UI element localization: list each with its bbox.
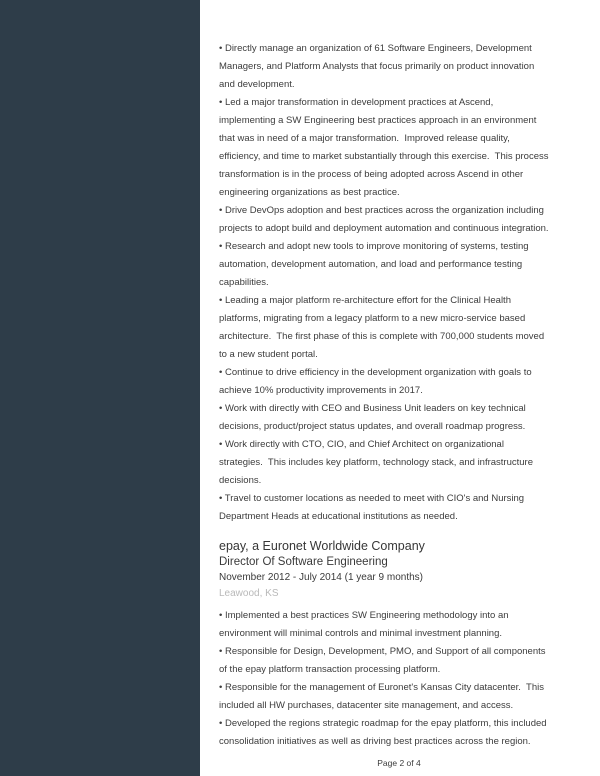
sidebar-band (0, 0, 200, 776)
text-line: included all HW purchases, datacenter site management, and access. (219, 700, 514, 711)
epay-role-header (219, 538, 579, 602)
text-line: • Responsible for the management of Euronet's Kansas City datacenter. This (219, 682, 544, 693)
text-line: decisions, product/project status updates, and overall roadmap progress. (219, 421, 526, 432)
text-line: • Implemented a best practices SW Engineering methodology into an (219, 610, 509, 621)
text-line: efficiency, and time to market substantially through this exercise. This process (219, 151, 549, 162)
text-line: • Responsible for Design, Development, PMO, and Support of all components (219, 646, 546, 657)
text-line: decisions. (219, 475, 262, 486)
text-line: • Led a major transformation in development practices at Ascend, (219, 97, 494, 108)
text-line: • Continue to drive efficiency in the development organization with goals to (219, 367, 532, 378)
text-line: • Directly manage an organization of 61 Software Engineers, Development (219, 43, 532, 54)
text-line: transformation is in the process of being adopted across Ascend in other (219, 169, 524, 180)
text-line: of the epay platform transaction processing platform. (219, 664, 441, 675)
text-line: architecture. The first phase of this is complete with 700,000 students moved (219, 331, 545, 342)
text-line: engineering organizations as best practice. (219, 187, 400, 198)
text-line: consolidation initiatives as well as driving best practices across the region. (219, 736, 531, 747)
text-line: and development. (219, 79, 295, 90)
text-line: automation, development automation, and load and performance testing (219, 259, 523, 270)
text-line: • Drive DevOps adoption and best practices across the organization including (219, 205, 544, 216)
text-line: projects to adopt build and deployment automation and continuous integration. (219, 223, 549, 234)
text-line: environment will minimal controls and minimal investment planning. (219, 628, 503, 639)
page-number: Page 2 of 4 (377, 758, 421, 768)
epay-role-bullets (219, 607, 579, 751)
text-line: • Work directly with CTO, CIO, and Chief Architect on organizational (219, 439, 504, 450)
text-line: • Work with directly with CEO and Business Unit leaders on key technical (219, 403, 526, 414)
text-line: Department Heads at educational institutions as needed. (219, 511, 458, 522)
text-line: • Research and adopt new tools to improve monitoring of systems, testing (219, 241, 529, 252)
text-line: • Leading a major platform re-architecture effort for the Clinical Health (219, 295, 511, 306)
text-line: strategies. This includes key platform, technology stack, and infrastructure (219, 457, 534, 468)
resume-content (219, 0, 579, 769)
job-title: Director Of Software Engineering (219, 556, 388, 568)
text-line: Managers, and Platform Analysts that focus primarily on product innovation (219, 61, 535, 72)
text-line: implementing a SW Engineering best practices approach in an environment (219, 115, 537, 126)
text-line: capabilities. (219, 277, 269, 288)
text-line: • Developed the regions strategic roadmap for the epay platform, this included (219, 718, 547, 729)
text-line: achieve 10% productivity improvements in 2017. (219, 385, 423, 396)
employment-dates: November 2012 - July 2014 (1 year 9 months) (219, 572, 423, 583)
previous-role-bullets (219, 40, 579, 526)
text-line: • Travel to customer locations as needed to meet with CIO's and Nursing (219, 493, 525, 504)
company-name: epay, a Euronet Worldwide Company (219, 539, 425, 553)
text-line: platforms, migrating from a legacy platform to a new micro-service based (219, 313, 526, 324)
job-location: Leawood, KS (219, 588, 279, 599)
text-line: that was in need of a major transformation. Improved release quality, (219, 133, 510, 144)
text-line: to a new student portal. (219, 349, 318, 360)
